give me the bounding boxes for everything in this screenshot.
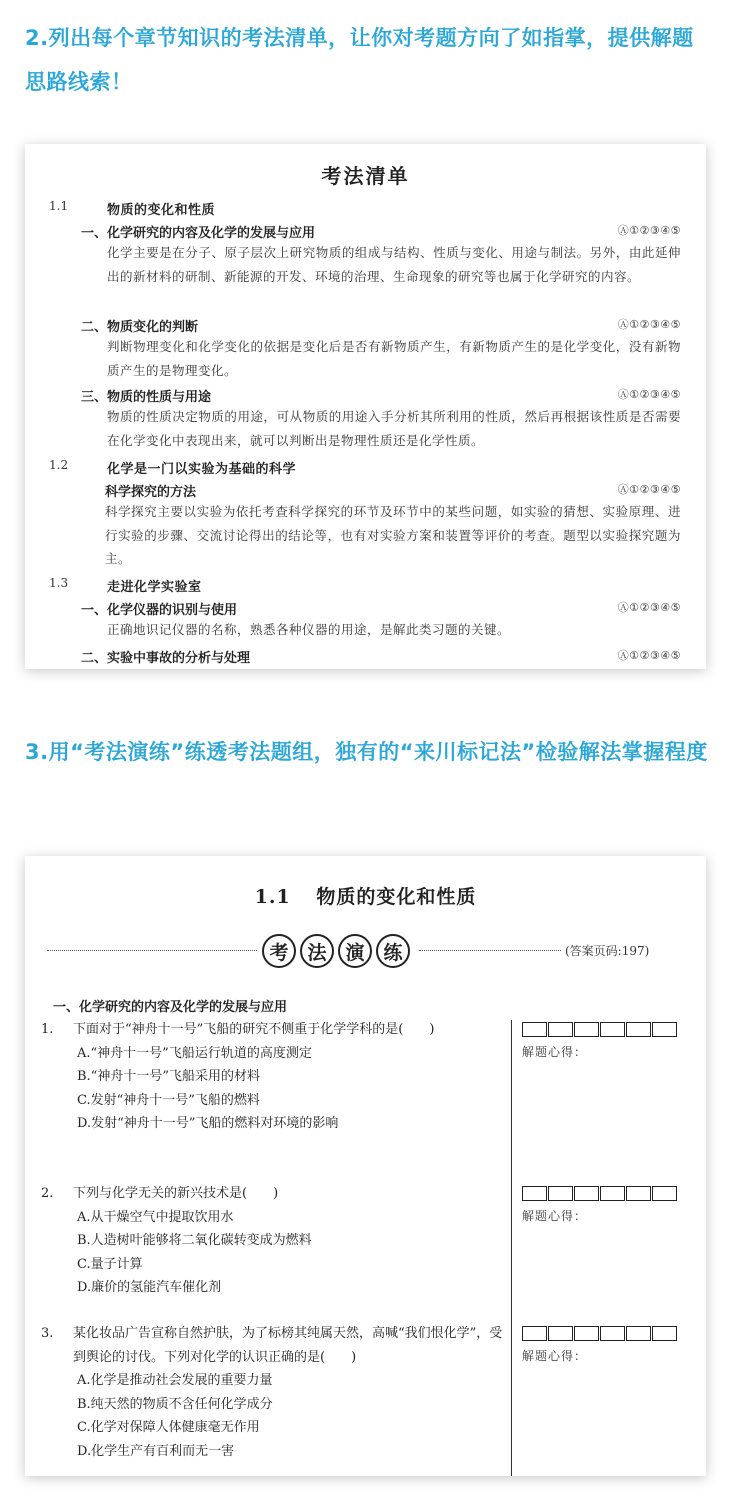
question-text: 下列与化学无关的新兴技术是( ) [73,1186,279,1201]
answer-page-ref: (答案页码:197) [565,944,650,958]
checklist-subsection [81,222,681,288]
question-number: 3. [41,1326,54,1341]
mark-box[interactable] [626,1186,651,1201]
question-item [41,1182,505,1300]
checklist-subsection [81,386,681,452]
banner-char: 考 [262,934,296,968]
option-b: B.“神舟十一号”飞船采用的材料 [77,1069,260,1084]
mark-boxes [522,1326,682,1341]
banner-char: 法 [300,934,334,968]
subsection-title: 三、物质的性质与用途 [81,390,212,405]
option-b: B.人造树叶能够将二氧化碳转变成为燃料 [77,1233,312,1248]
mark-box[interactable] [574,1186,599,1201]
subsection-body: 正确地识记仪器的名称，熟悉各种仪器的用途，是解此类习题的关键。 [107,622,511,637]
chapter-name: 物质的变化和性质 [316,886,477,908]
subsection-title: 一、化学研究的内容及化学的发展与应用 [81,226,316,241]
mark-box[interactable] [652,1022,677,1037]
chapter-title [25,882,706,909]
question-number: 2. [41,1186,54,1201]
question-text: 下面对于“神舟十一号”飞船的研究不侧重于化学学科的是( ) [73,1022,435,1037]
checklist-subsection [81,647,681,666]
option-a: A.“神舟十一号”飞船运行轨道的高度测定 [77,1045,312,1061]
option-c: C.化学对保障人体健康毫无作用 [77,1420,260,1435]
section-title: 化学是一门以实验为基础的科学 [107,462,297,477]
banner-char: 练 [376,934,410,968]
practice-section-title: 一、化学研究的内容及化学的发展与应用 [53,1000,288,1015]
section-title: 走进化学实验室 [107,580,202,595]
subsection-body: 判断物理变化和化学变化的依据是变化后是否有新物质产生，有新物质产生的是化学变化，没有新物质产生的是物理变化。 [107,339,681,378]
mark-box[interactable] [548,1022,573,1037]
mark-box[interactable] [626,1326,651,1341]
checklist-subsection [81,599,681,642]
question-stem [41,1018,505,1042]
checklist-card [25,144,706,669]
answer-panel [522,1186,682,1224]
subsection-title: 科学探究的方法 [105,485,197,500]
section-number: 1.1 [49,199,69,213]
checklist-subsection [105,481,681,571]
mark-box[interactable] [522,1326,547,1341]
banner-char: 演 [338,934,372,968]
section-number: 1.3 [49,576,69,590]
question-stem [41,1182,505,1206]
mastery-marks: Ⓐ①②③④⑤ [617,388,681,401]
mark-box[interactable] [522,1022,547,1037]
mark-box[interactable] [574,1326,599,1341]
section-heading-practice: 3.用“考法演练”练透考法题组，独有的“来川标记法”检验解法掌握程度 [25,740,708,764]
chapter-number: 1.1 [254,886,291,908]
question-number: 1. [41,1022,54,1037]
section-heading-checklist: 2.列出每个章节知识的考法清单，让你对考题方向了如指掌，提供解题思路线索！ [25,26,694,94]
mark-box[interactable] [652,1326,677,1341]
mark-box[interactable] [548,1326,573,1341]
subsection-body: 物质的性质决定物质的用途，可从物质的用途入手分析其所利用的性质，然后再根据该性质是否需要在化学变化中表现出来，就可以判断出是物理性质还是化学性质。 [107,409,681,448]
checklist-subsection [81,316,681,382]
answer-notes-label: 解题心得： [522,1349,588,1363]
mark-box[interactable] [574,1022,599,1037]
answer-notes-label: 解题心得： [522,1209,588,1223]
option-a: A.从干燥空气中提取饮用水 [77,1209,234,1225]
option-c: C.发射“神舟十一号”飞船的燃料 [77,1092,260,1108]
option-c: C.量子计算 [77,1256,143,1272]
answer-panel [522,1326,682,1364]
column-divider [511,1020,512,1476]
subsection-title: 二、物质变化的判断 [81,320,199,335]
mark-box[interactable] [600,1326,625,1341]
banner-title [262,934,410,968]
mark-box[interactable] [600,1022,625,1037]
option-d: D.化学生产有百利而无一害 [77,1443,235,1459]
practice-banner [47,934,687,968]
answer-panel [522,1022,682,1060]
option-a: A.化学是推动社会发展的重要力量 [77,1373,273,1388]
answer-notes-label: 解题心得： [522,1045,588,1059]
section-title: 物质的变化和性质 [107,203,216,218]
question-item [41,1322,505,1463]
option-d: D.发射“神舟十一号”飞船的燃料对环境的影响 [77,1116,339,1131]
practice-card [25,856,706,1476]
question-item [41,1018,505,1136]
option-d: D.廉价的氢能汽车催化剂 [77,1280,222,1295]
question-text: 某化妆品广告宣称自然护肤，为了标榜其纯属天然，高喊“我们恨化学”，受到舆论的讨伐。下列对化学的认识正确的是( ) [73,1326,503,1365]
dotted-rule [47,950,257,951]
question-stem [41,1322,505,1369]
mastery-marks: Ⓐ①②③④⑤ [617,224,681,237]
subsection-title: 一、化学仪器的识别与使用 [81,603,238,618]
mark-box[interactable] [652,1186,677,1201]
section-number: 1.2 [49,458,69,472]
mastery-marks: Ⓐ①②③④⑤ [617,318,681,331]
subsection-body: 化学主要是在分子、原子层次上研究物质的组成与结构、性质与变化、用途与制法。另外，由此延伸出的新材料的研制、新能源的开发、环境的治理、生命现象的研究等也属于化学研究的内容。 [107,245,681,284]
mark-box[interactable] [626,1022,651,1037]
dotted-rule [419,950,561,951]
mark-boxes [522,1186,682,1201]
mastery-marks: Ⓐ①②③④⑤ [617,483,681,496]
checklist-title: 考法清单 [321,164,410,188]
mark-box[interactable] [600,1186,625,1201]
mastery-marks: Ⓐ①②③④⑤ [617,601,681,614]
subsection-body: 科学探究主要以实验为依托考查科学探究的环节及环节中的某些问题，如实验的猜想、实验原理、进行实验的步骤、交流讨论得出的结论等，也有对实验方案和装置等评价的考查。题型以实验探究题为主。 [105,504,681,566]
mark-box[interactable] [522,1186,547,1201]
subsection-title: 二、实验中事故的分析与处理 [81,651,251,666]
mark-boxes [522,1022,682,1037]
mastery-marks: Ⓐ①②③④⑤ [617,649,681,662]
option-b: B.纯天然的物质不含任何化学成分 [77,1396,273,1412]
mark-box[interactable] [548,1186,573,1201]
